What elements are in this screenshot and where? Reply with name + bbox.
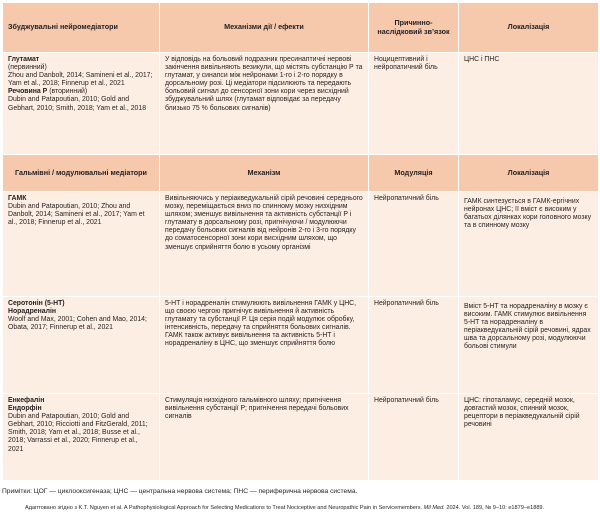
cell-mediator-gaba [3, 192, 160, 297]
modulation-serotonin: Нейропатичний біль [369, 297, 459, 394]
mediator-name-gaba: ГАМК [8, 195, 27, 202]
mechanism-gaba: Вивільняючись у періакведукальній сірій речовині середнього мозку, переміщається вниз по спинному мозку низхідним шляхом; зменшує вивільнення та активність субстанції Р і глутамату в дорсальному розі, пригнічуючи / модулюючи передачу больових сигналів від нейронів 2-го і 3-го порядку до соматосенсорної зони кори висхідним шляхом, що зменшує сприйняття болю в усьому організмі [160, 192, 369, 297]
source-prefix: Адаптовано згідно з K.T. Nguyen et al. A Pathophysiological Approach for Selecting Medications to Treat Nociceptive and Neuropathic Pain in Servicemembers. [25, 505, 424, 511]
references-gaba: Dubin and Patapoutian, 2010; Zhou and Danbolt, 2014; Samineni et al., 2017; Yam et al., 2018; Finnerup et al., 2021 [8, 203, 145, 227]
mediator-name-endorphin: Ендорфін [8, 405, 42, 413]
source-citation [25, 505, 544, 512]
table-row-serotonin [3, 297, 599, 394]
source-journal: Mil Med. [423, 505, 445, 511]
mechanism-enkephalin: Стимуляція низхідного гальмівного шляху; пригнічення вивільнення субстанції Р; пригнічення передачі больових сигналів [160, 394, 369, 481]
source-suffix: 2024. Vol. 189, № 9–10: e1879–e1889. [444, 505, 545, 511]
location-glutamate: ЦНС і ПНС [459, 53, 599, 155]
location-gaba: ГАМК синтезується в ГАМК-ергічних нейронах ЦНС; її вміст є високим у багатьох ділянках кори головного мозку та в спинному мозку [459, 192, 599, 297]
header-modulation: Модуляція [369, 155, 459, 192]
table-row-glutamate [3, 53, 599, 155]
header-causality: Причинно-наслідковий зв’язок [369, 3, 459, 53]
header-row-excitatory [3, 3, 599, 53]
header-mechanism: Механізм [160, 155, 369, 192]
mediator-name-enkephalin: Енкефалін [8, 397, 45, 404]
header-excitatory-mediators: Збуджувальні нейромедіатори [3, 3, 160, 53]
causality-glutamate: Ноцицептивний і нейропатичний біль [369, 53, 459, 155]
table-row-gaba [3, 192, 599, 297]
references-serotonin: Woolf and Max, 2001; Cohen and Mao, 2014; Obata, 2017; Finnerup et al., 2021 [8, 316, 147, 332]
modulation-enkephalin: Нейропатичний біль [369, 394, 459, 481]
cell-mediator-glutamate [3, 53, 160, 155]
header-localization-2: Локалізація [459, 155, 599, 192]
mediator-name-substance-p: Речовина Р [8, 88, 48, 96]
cell-mediator-enkephalin [3, 394, 160, 481]
neurotransmitter-table [2, 2, 599, 481]
cell-mediator-serotonin [3, 297, 160, 394]
location-enkephalin: ЦНС: гіпоталамус, середній мозок, довгастий мозок, спинний мозок, рецептори в періакведукальній сірій речовині [459, 394, 599, 481]
references-enkephalin: Dubin and Patapoutian, 2010; Gold and Gebhart, 2010; Ricciotti and FitzGerald, 2011; Smith, 2018; Yam et al., 2018; Busse et al., 2018; Varrassi et al., 2020; Finnerup et al., 2021 [8, 413, 148, 453]
mediator-role-secondary: (вторинний) [47, 88, 88, 96]
mediator-role-primary: (первинний) [8, 64, 47, 72]
references-substance-p: Dubin and Patapoutian, 2010; Gold and Gebhart, 2010; Smith, 2018; Yam et al., 2018 [8, 96, 147, 112]
table-footnote: Примітки: ЦОГ — циклооксигеназа; ЦНС — центральна нервова система; ПНС — периферична нервова система. [2, 488, 358, 495]
modulation-gaba: Нейропатичний біль [369, 192, 459, 297]
header-row-inhibitory [3, 155, 599, 192]
header-localization: Локалізація [459, 3, 599, 53]
mechanism-glutamate: У відповідь на больовий подразник пресинаптичні нервові закінчення вивільняють везикули, що містять субстанцію Р та глутамат, у синапси між нейронами 1-го і 2-го порядку в дорсальному розі. Ці медіатори підсилюють та передають больовий сигнал до сенсорної зони кори через висхідний збуджувальний шлях (глутамат відповідає за передачу близько 75 % больових сигналів) [160, 53, 369, 155]
mechanism-serotonin: 5-НТ і норадреналін стимулюють вивільнення ГАМК у ЦНС, що своєю чергою пригнічує вивільнення й активність глутамату та субстанції Р. Ця серія подій модулює обробку, інтенсивність, передачу та сприйняття больових сигналів. ГАМК також активує вивільнення та активність 5-НТ і норадреналіну в ЦНС, що зменшує сприйняття болю [160, 297, 369, 394]
mediator-name-glutamate: Глутамат [8, 56, 40, 63]
table-row-enkephalin [3, 394, 599, 481]
location-serotonin: Вміст 5-НТ та норадреналіну в мозку є високим. ГАМК стимулює вивільнення 5-НТ та норадреналіну в періакведукальній сірій речовині, ядрах шва та дорсальному розі, модулюючи больові стимули [459, 297, 599, 394]
references-glutamate: Zhou and Danbolt, 2014; Samineni et al., 2017; Yam et al., 2018; Finnerup et al., 2021 [8, 72, 153, 88]
mediator-name-serotonin: Серотонін (5-НТ) [8, 300, 65, 307]
header-inhibitory-mediators: Гальмівні / модулювальні медіатори [3, 155, 160, 192]
mediator-name-noradrenaline: Норадреналін [8, 308, 57, 316]
header-mechanisms-effects: Механізми дії / ефекти [160, 3, 369, 53]
